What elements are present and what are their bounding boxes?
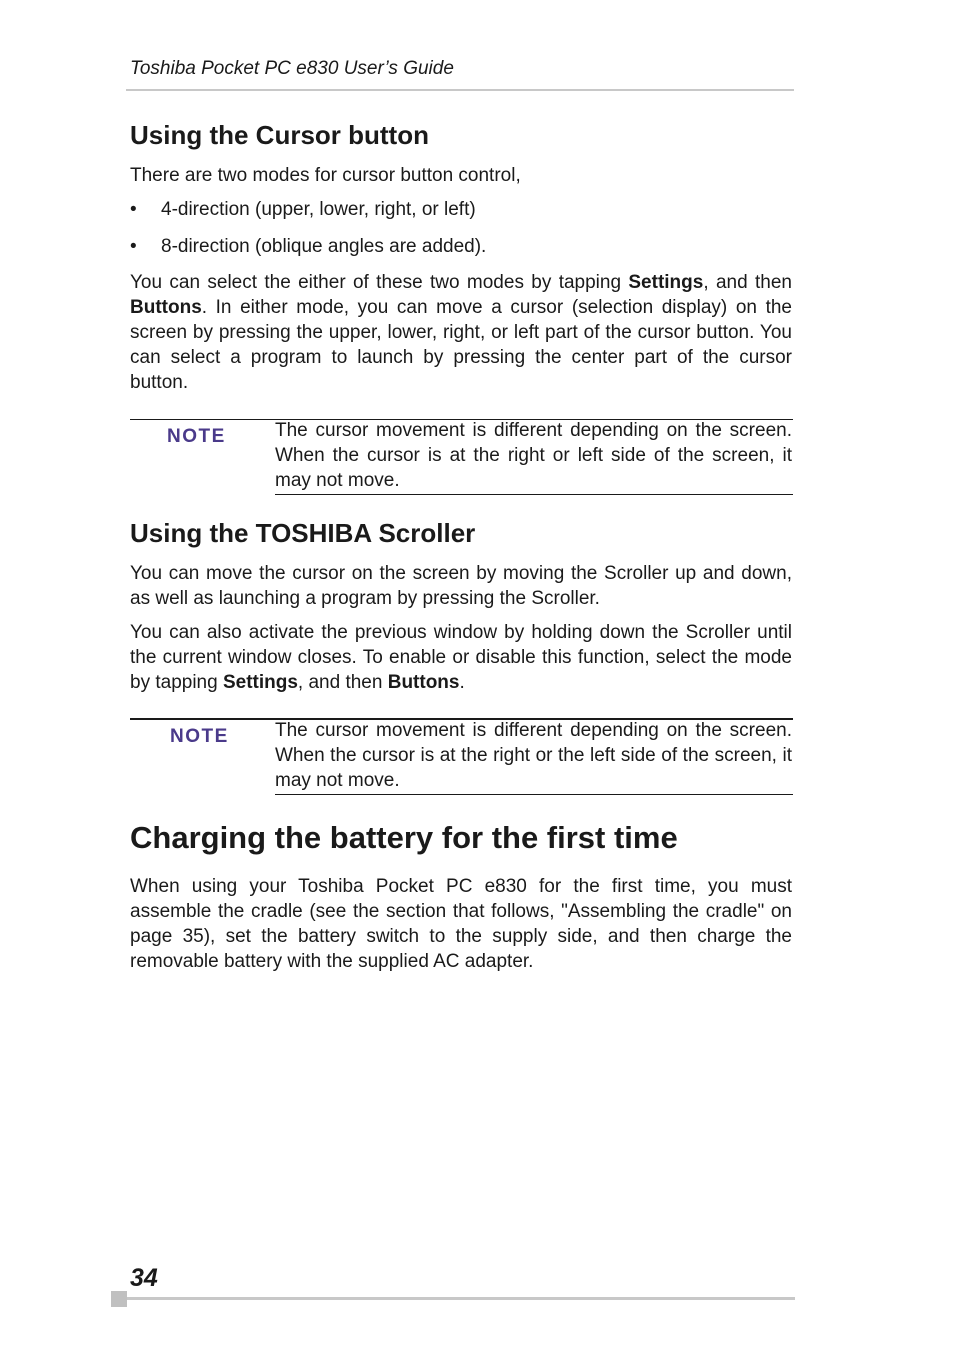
bullet-text: 4-direction (upper, lower, right, or left) [161, 199, 476, 220]
bullet-dot: • [130, 236, 137, 257]
text-run: . [459, 672, 465, 693]
bold-buttons: Buttons [387, 672, 460, 693]
bold-buttons: Buttons [130, 297, 202, 318]
bullet-item-4-direction [130, 197, 476, 222]
note-text: The cursor movement is different depending on the screen. When the cursor is at the right or the left side of the screen, it may not move. [275, 720, 792, 791]
text-run: , and then [297, 672, 388, 693]
page-number: 34 [130, 1264, 158, 1292]
bold-settings: Settings [222, 672, 298, 693]
note-bottom-rule [275, 794, 793, 795]
note-label: NOTE [170, 726, 229, 747]
heading-charging-battery: Charging the battery for the first time [130, 820, 678, 855]
bullet-text: 8-direction (oblique angles are added). [161, 236, 487, 257]
text-run: . In either mode, you can move a cursor (selection display) on the screen by pressing the upper, lower, right, or left part of the cursor button. You can select a program to launch by pressing the center part of the cursor button. [130, 297, 792, 393]
running-header: Toshiba Pocket PC e830 User’s Guide [130, 58, 454, 79]
cursor-intro: There are two modes for cursor button control, [130, 165, 521, 186]
note-text: The cursor movement is different depending on the screen. When the cursor is at the right or left side of the screen, it may not move. [275, 420, 792, 491]
header-rule [126, 89, 794, 91]
text-run: You can select the either of these two modes by tapping [130, 272, 629, 293]
note-bottom-rule [275, 494, 793, 495]
text-run: , and then [703, 272, 792, 293]
scroller-paragraph-2 [130, 620, 792, 695]
text-run: You can also activate the previous window by holding down the Scroller until the current window closes. To enable or disable this function, select the mode by tapping [130, 622, 792, 693]
bullet-dot: • [130, 199, 137, 220]
charging-paragraph: When using your Toshiba Pocket PC e830 for the first time, you must assemble the cradle (see the section that follows, "Assembling the cradle" on page 35), set the battery switch to the supply side, and then charge the removable battery with the supplied AC adapter. [130, 876, 792, 972]
heading-toshiba-scroller: Using the TOSHIBA Scroller [130, 518, 476, 548]
footer-marker [111, 1291, 127, 1307]
note-label: NOTE [167, 426, 226, 447]
heading-cursor-button: Using the Cursor button [130, 120, 429, 150]
scroller-paragraph-1: You can move the cursor on the screen by moving the Scroller up and down, as well as launching a program by pressing the Scroller. [130, 563, 792, 609]
bold-settings: Settings [628, 272, 704, 293]
cursor-mode-paragraph [130, 270, 792, 395]
bullet-item-8-direction [130, 234, 486, 259]
footer-rule [127, 1297, 795, 1300]
